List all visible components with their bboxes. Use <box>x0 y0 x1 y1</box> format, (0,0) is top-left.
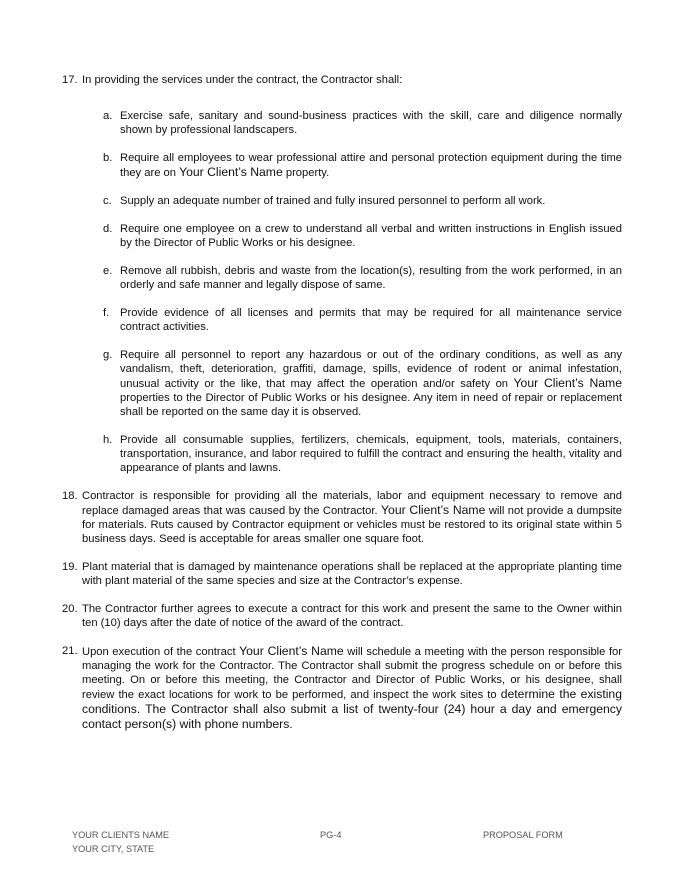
text-segment: will not provide a dumpsite for materials. Ruts caused by Contractor equipment or vehicles must be restored to its original state within 5 business days. Seed is acceptable for areas smaller one square foot. <box>82 505 622 545</box>
item-text: Plant material that is damaged by maintenance operations shall be replaced at the appropriate planting time with plant material of the same species and size at the Contractor’s expense. <box>82 561 622 587</box>
item-text <box>82 644 622 732</box>
item-number: 17. <box>62 74 78 86</box>
sub-item-text: Provide evidence of all licenses and permits that may be required for all maintenance service contract activities. <box>120 307 622 333</box>
sub-item-text: Remove all rubbish, debris and waste from the location(s), resulting from the work performed, in an orderly and safe manner and legally dispose of same. <box>120 265 622 291</box>
list-item-17 <box>62 73 622 87</box>
sub-list-17 <box>103 109 622 475</box>
document-body <box>62 73 622 746</box>
sub-item-text <box>120 151 622 180</box>
footer-client-name: YOUR CLIENTS NAME <box>72 830 169 840</box>
list-item-19 <box>62 560 622 588</box>
footer-city-state: YOUR CITY, STATE <box>72 844 155 854</box>
text-segment: will schedule a meeting with the person responsible for managing the work for the Contractor. The Contractor shall submit the progress schedule on or before this meeting. On or before this meeting, the Contractor and Director of Public Works, or his designee, shall review the exact locations for work to be performed, and inspect the work sites to <box>82 646 622 701</box>
text-segment: Upon execution of the contract <box>82 646 240 658</box>
item-number: 21. <box>62 645 78 657</box>
sub-item-g <box>103 348 622 419</box>
item-text: The Contractor further agrees to execute a contract for this work and present the same to the Owner within ten (10) days after the date of notice of the award of the contract. <box>82 603 622 629</box>
list-item-21 <box>62 644 622 732</box>
sub-item-c <box>103 194 622 208</box>
text-segment: Require all personnel to report any hazardous or out of the ordinary conditions, as well as any vandalism, theft, deterioration, graffiti, damage, spills, evidence of rodent or animal infestation, unusual activity or the like, that may affect the operation and/or safety on <box>120 349 622 390</box>
sub-item-letter: d. <box>103 223 113 235</box>
text-segment: properties to the Director of Public Works or his designee. Any item in need of repair or replacement shall be reported on the same day it is observed. <box>120 392 622 418</box>
sub-item-text: Provide all consumable supplies, fertilizers, chemicals, equipment, tools, materials, containers, transportation, insurance, and labor required to fulfill the contract and ensuring the health, vitality and appearance of plants and lawns. <box>120 434 622 474</box>
client-name: Your Client’s Name <box>513 376 622 390</box>
text-segment: Require all employees to wear professional attire and personal protection equipment during the time they are on <box>120 152 622 179</box>
sub-item-f <box>103 306 622 334</box>
item-number: 18. <box>62 490 78 502</box>
item-text: In providing the services under the contract, the Contractor shall: <box>82 74 403 86</box>
footer-form-title: PROPOSAL FORM <box>483 830 563 840</box>
sub-item-letter: e. <box>103 265 113 277</box>
list-item-18 <box>62 489 622 546</box>
sub-item-letter: g. <box>103 349 113 361</box>
item-number: 20. <box>62 603 78 615</box>
sub-item-h <box>103 433 622 475</box>
list-item-20 <box>62 602 622 630</box>
text-segment: determine the existing conditions. The Contractor shall also submit a list of twenty-four (24) hour a day and emergency contact person(s) with phone numbers. <box>82 687 622 731</box>
text-segment: Contractor is responsible for providing all the materials, labor and equipment necessary to remove and replace damaged areas that was caused by the Contractor. <box>82 490 622 517</box>
sub-item-e <box>103 264 622 292</box>
sub-item-a <box>103 109 622 137</box>
client-name: Your Client’s Name <box>239 644 344 658</box>
sub-item-d <box>103 222 622 250</box>
client-name: Your Client’s Name <box>179 165 283 179</box>
sub-item-text <box>120 348 622 419</box>
sub-item-text: Supply an adequate number of trained and fully insured personnel to perform all work. <box>120 195 546 207</box>
footer-client-block <box>72 828 169 856</box>
sub-item-text: Exercise safe, sanitary and sound-business practices with the skill, care and diligence normally shown by professional landscapers. <box>120 110 622 136</box>
footer-page-number: PG-4 <box>320 830 342 840</box>
item-text <box>82 489 622 546</box>
sub-item-text: Require one employee on a crew to understand all verbal and written instructions in English issued by the Director of Public Works or his designee. <box>120 223 622 249</box>
sub-item-letter: c. <box>103 195 112 207</box>
sub-item-letter: b. <box>103 152 113 164</box>
sub-item-letter: a. <box>103 110 113 122</box>
sub-item-letter: f. <box>103 307 110 319</box>
sub-item-b <box>103 151 622 180</box>
item-number: 19. <box>62 561 78 573</box>
client-name: Your Client’s Name <box>381 503 486 517</box>
text-segment: property. <box>282 167 330 179</box>
sub-item-letter: h. <box>103 434 113 446</box>
